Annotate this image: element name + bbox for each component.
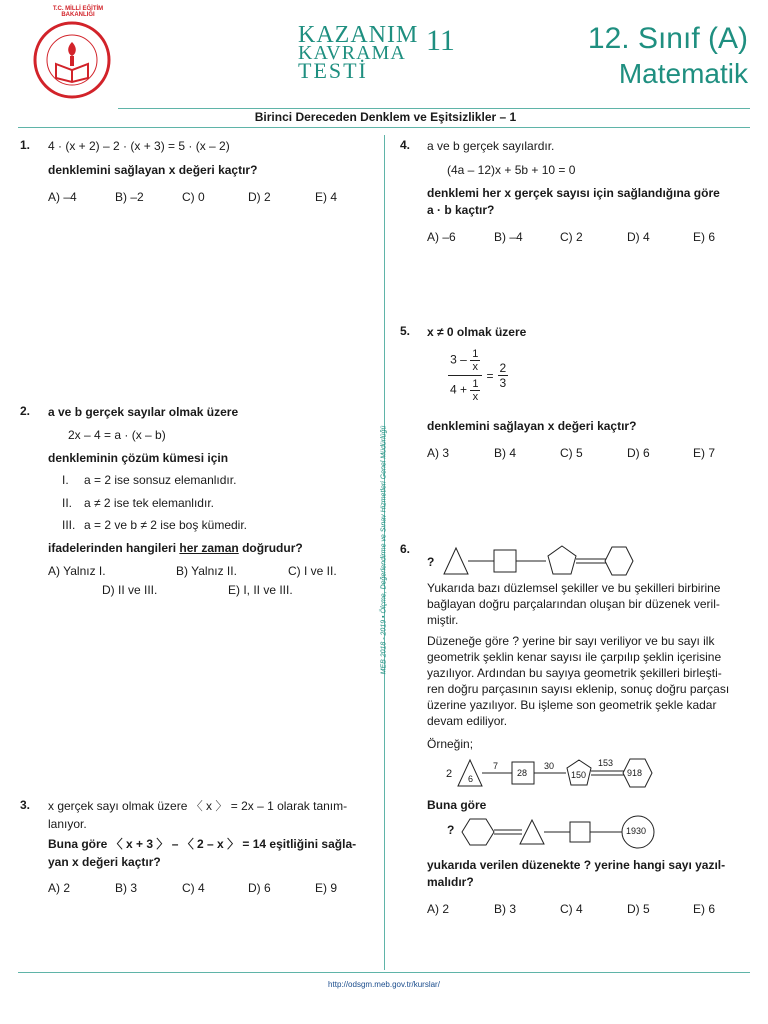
q6-example-label: Örneğin; <box>427 737 474 751</box>
q3-line4: yan x değeri kaçtır? <box>48 855 161 869</box>
topic-title: Birinci Dereceden Denklem ve Eşitsizlikler – 1 <box>254 110 517 124</box>
q1-option-d[interactable]: D) 2 <box>248 190 271 204</box>
q5-bot-d: x <box>472 391 479 403</box>
q4-line2: a · b kaçtır? <box>427 203 495 217</box>
question-hexagon <box>462 819 494 845</box>
example-pent-value: 150 <box>571 770 587 780</box>
q3-option-d[interactable]: D) 6 <box>248 881 271 895</box>
q2-intro: a ve b gerçek sayılar olmak üzere <box>48 405 239 419</box>
footer-url[interactable]: http://odsgm.meb.gov.tr/kurslar/ <box>328 980 440 989</box>
q3-option-c[interactable]: C) 4 <box>182 881 205 895</box>
question-square <box>570 822 590 842</box>
q5-intro: x ≠ 0 olmak üzere <box>427 325 527 339</box>
example-sq-value: 28 <box>517 768 528 778</box>
q6-mechanism-diagram <box>438 542 638 578</box>
q4-number: 4. <box>400 138 411 152</box>
q2-item-3-text: a = 2 ve b ≠ 2 ise boş kümedir. <box>84 518 248 532</box>
q6-p2-line2: geometrik şeklin kenar sayısı ile çarpılıp şeklin içerisine <box>427 650 722 664</box>
q6-option-e[interactable]: E) 6 <box>693 902 716 916</box>
q6-paragraph-2 <box>427 633 757 729</box>
q3-number: 3. <box>20 798 31 812</box>
q6-example-diagram <box>440 754 660 790</box>
q5-numerator <box>448 348 482 376</box>
question-result-value: 1930 <box>626 826 647 836</box>
q2-ask-pre: ifadelerinden hangileri <box>48 541 180 555</box>
example-start: 2 <box>446 768 453 780</box>
meb-logo <box>32 20 112 100</box>
q5-rhs-d: 3 <box>499 376 507 390</box>
q3-option-a[interactable]: A) 2 <box>48 881 71 895</box>
q1-number: 1. <box>20 138 31 152</box>
q5-rhs-n: 2 <box>499 361 507 375</box>
example-tri-value: 6 <box>468 774 474 784</box>
q2-option-a[interactable]: A) Yalnız I. <box>48 564 106 578</box>
q2-number: 2. <box>20 404 31 418</box>
q2-option-c[interactable]: C) I ve II. <box>288 564 337 578</box>
q3-option-b[interactable]: B) 3 <box>115 881 138 895</box>
q5-bot-a: 4 + <box>450 382 468 397</box>
q4-option-b[interactable]: B) –4 <box>494 230 523 244</box>
q4-option-c[interactable]: C) 2 <box>560 230 583 244</box>
q2-item-3-roman: III. <box>62 518 76 532</box>
q2-item-2-roman: II. <box>62 496 73 510</box>
q5-equals: = <box>486 368 494 383</box>
q6-option-c[interactable]: C) 4 <box>560 902 583 916</box>
q2-option-d[interactable]: D) II ve III. <box>102 583 158 597</box>
q6-number: 6. <box>400 542 411 556</box>
q5-option-e[interactable]: E) 7 <box>693 446 716 460</box>
q5-number: 5. <box>400 324 411 338</box>
q5-option-a[interactable]: A) 3 <box>427 446 450 460</box>
square-shape <box>494 550 516 572</box>
q2-option-b[interactable]: B) Yalnız II. <box>176 564 237 578</box>
q5-top-fraction <box>470 348 480 373</box>
ministry-text: T.C. MİLLİ EĞİTİM BAKANLIĞI <box>52 6 104 18</box>
q4-line1: denklemi her x gerçek sayısı için sağlandığına göre <box>427 186 720 200</box>
q1-option-b[interactable]: B) –2 <box>115 190 144 204</box>
q5-main-fraction <box>448 348 482 403</box>
q4-option-a[interactable]: A) –6 <box>427 230 456 244</box>
q5-rhs-fraction <box>498 361 509 390</box>
example-seg1-value: 7 <box>493 761 499 771</box>
q3-line3: Buna göre 〈 x + 3 〉 – 〈 2 – x 〉 = 14 eşitliğini sağla- <box>48 837 357 851</box>
sidebar-text: MEB 2018 - 2019 • Ölçme, Değerlendirme ve Sınav Hizmetleri Genel Müdürlüğü <box>380 425 388 675</box>
q4-option-e[interactable]: E) 6 <box>693 230 716 244</box>
q1-equation: 4 · (x + 2) – 2 · (x + 3) = 5 · (x – 2) <box>48 139 230 153</box>
hexagon-shape <box>605 547 633 575</box>
q1-option-e[interactable]: E) 4 <box>315 190 338 204</box>
example-seg2-value: 30 <box>544 761 555 771</box>
q6-ask-line1: yukarıda verilen düzenekte ? yerine hangi sayı yazıl- <box>427 858 726 872</box>
q6-question-diagram <box>460 814 660 850</box>
q1-option-a[interactable]: A) –4 <box>48 190 77 204</box>
q2-ask-post: doğrudur? <box>238 541 303 555</box>
q6-p1-line3: miştir. <box>427 613 459 627</box>
q3-line2: lanıyor. <box>48 817 87 831</box>
q6-option-a[interactable]: A) 2 <box>427 902 450 916</box>
q2-equation: 2x – 4 = a · (x – b) <box>68 428 166 442</box>
example-seg3-value: 153 <box>598 758 614 768</box>
q6-p1-line2: bağlayan doğru parçalarından oluşan bir düzenek veril- <box>427 597 720 611</box>
q5-option-d[interactable]: D) 6 <box>627 446 650 460</box>
q2-option-e[interactable]: E) I, II ve III. <box>228 583 293 597</box>
q5-top-d: x <box>472 361 478 373</box>
q5-top-a: 3 – <box>450 352 467 367</box>
q5-option-b[interactable]: B) 4 <box>494 446 517 460</box>
subject-title: Matematik <box>618 58 748 89</box>
triangle-shape <box>444 548 468 574</box>
q6-qmark: ? <box>427 555 435 569</box>
q6-p2-line5: üzerine yazılıyor. Bu işleme son geometrik şekle kadar <box>427 698 717 712</box>
q5-bot-n: 1 <box>472 378 479 390</box>
q6-paragraph-1 <box>427 580 757 628</box>
q4-intro: a ve b gerçek sayılardır. <box>427 139 555 153</box>
q5-denominator <box>448 376 482 403</box>
q5-fraction-equation <box>448 348 508 403</box>
q6-option-b[interactable]: B) 3 <box>494 902 517 916</box>
q4-equation: (4a – 12)x + 5b + 10 = 0 <box>447 163 576 177</box>
q1-question: denklemini sağlayan x değeri kaçtır? <box>48 163 258 177</box>
pentagon-shape <box>548 546 576 574</box>
q2-item-1-text: a = 2 ise sonsuz elemanlıdır. <box>84 473 237 487</box>
q2-ask-underline: her zaman <box>179 541 239 555</box>
grade-title: 12. Sınıf (A) <box>587 22 748 55</box>
example-hex-value: 918 <box>627 768 643 778</box>
q1-option-c[interactable]: C) 0 <box>182 190 205 204</box>
q6-p2-line6: devam ediliyor. <box>427 714 508 728</box>
q6-p1-line1: Yukarıda bazı düzlemsel şekiller ve bu şekilleri birbirine <box>427 581 721 595</box>
q2-item-1-roman: I. <box>62 473 69 487</box>
q2-question: denkleminin çözüm kümesi için <box>48 451 229 465</box>
q6-p2-line4: ren doğru parçasının sayısı eklenip, sonuç doğru parçası <box>427 682 730 696</box>
brand-line1: KAZANIM <box>298 22 419 48</box>
q6-qmark-2: ? <box>447 823 455 837</box>
test-number: 11 <box>426 24 455 57</box>
q5-top-n: 1 <box>472 348 479 360</box>
q3-line1: x gerçek sayı olmak üzere 〈 x 〉 = 2x – 1 olarak tanım- <box>48 799 348 813</box>
header-line-top <box>118 108 750 109</box>
q2-item-2-text: a ≠ 2 ise tek elemanlıdır. <box>84 496 214 510</box>
q5-bot-fraction <box>470 378 480 403</box>
q6-buna-gore: Buna göre <box>427 798 487 812</box>
header-line-bottom <box>18 127 750 128</box>
q4-option-d[interactable]: D) 4 <box>627 230 650 244</box>
q3-option-e[interactable]: E) 9 <box>315 881 338 895</box>
question-triangle <box>520 820 544 844</box>
brand-line2: KAVRAMA <box>298 42 406 64</box>
q6-ask-line2: malıdır? <box>427 875 474 889</box>
footer-line <box>18 972 750 973</box>
q6-option-d[interactable]: D) 5 <box>627 902 650 916</box>
q6-p2-line1: Düzeneğe göre ? yerine bir sayı veriliyor ve bu sayı ilk <box>427 634 715 648</box>
q6-p2-line3: yazılıyor. Ardından bu sayıya geometrik şekilleri birleşti- <box>427 666 722 680</box>
q5-option-c[interactable]: C) 5 <box>560 446 583 460</box>
brand-line3: TESTİ <box>298 58 368 83</box>
q2-ask <box>48 540 303 556</box>
q5-question: denklemini sağlayan x değeri kaçtır? <box>427 419 637 433</box>
